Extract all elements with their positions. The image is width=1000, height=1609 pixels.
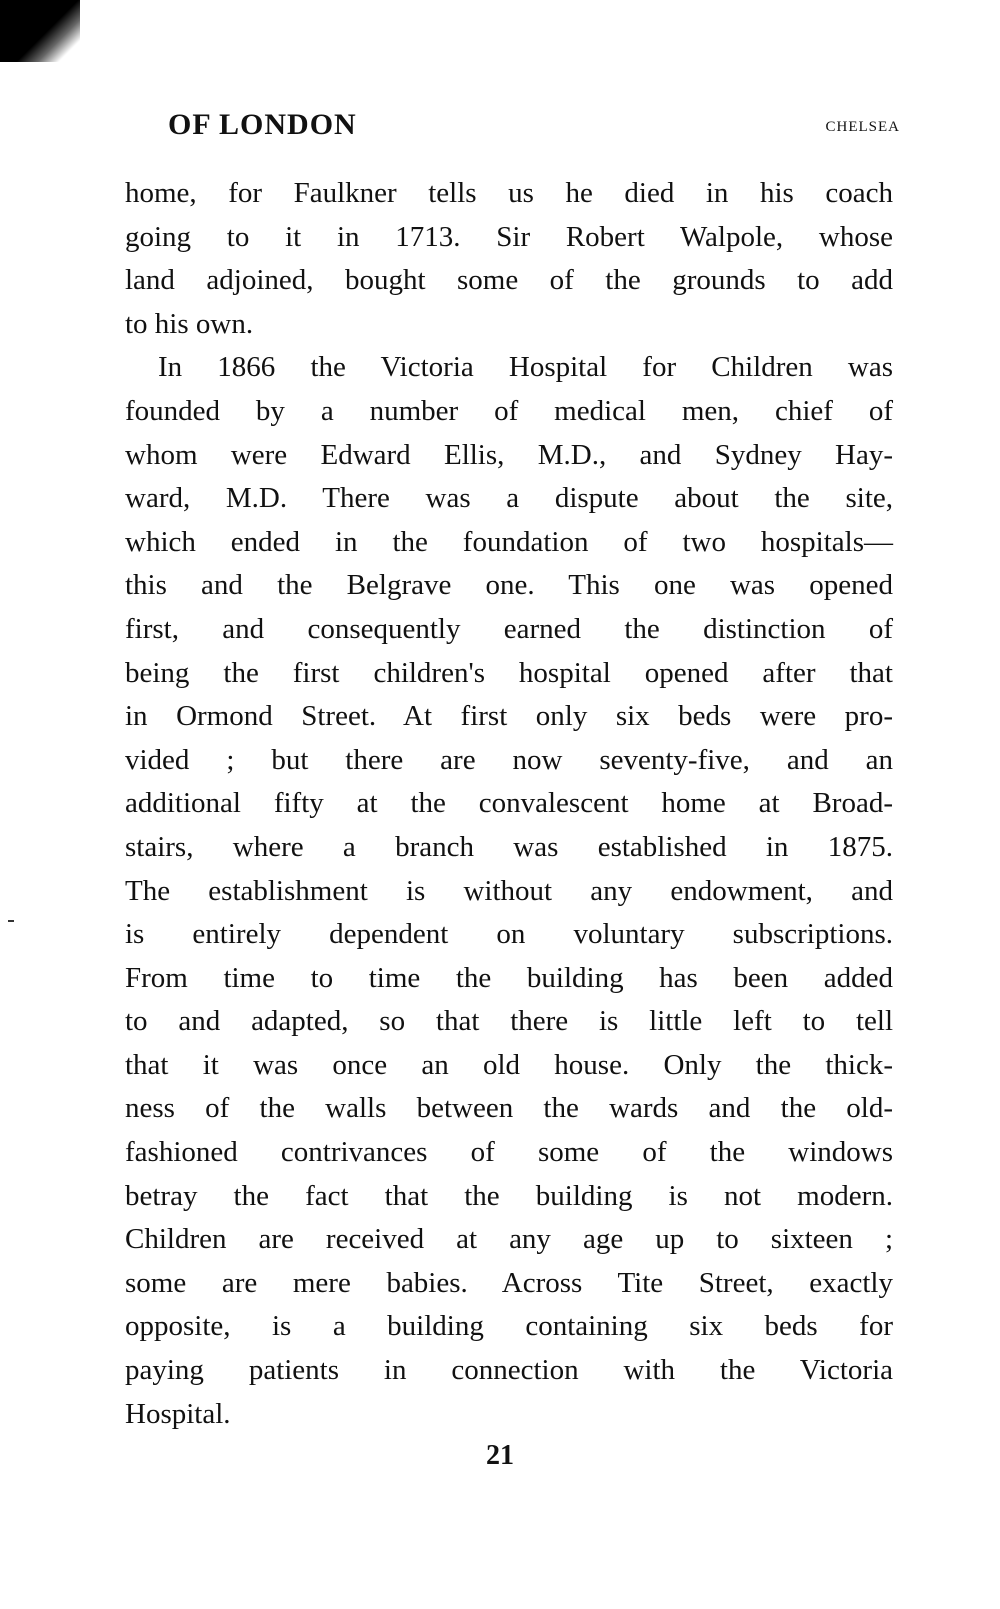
text-line: opposite, is a building containing six beds for: [125, 1310, 893, 1343]
text-line: vided ; but there are now seventy-five, and an: [125, 743, 893, 776]
text-line: some are mere babies. Across Tite Street, exactly: [125, 1266, 893, 1299]
text-line: whom were Edward Ellis, M.D., and Sydney Hay-: [125, 438, 893, 471]
running-head-title: OF LONDON: [168, 108, 357, 141]
text-line: betray the fact that the building is not modern.: [125, 1179, 893, 1212]
scan-edge-shadow: [0, 0, 80, 62]
text-line: being the first children's hospital opened after that: [125, 656, 893, 689]
text-line: fashioned contrivances of some of the windows: [125, 1136, 893, 1169]
text-line: ward, M.D. There was a dispute about the site,: [125, 482, 893, 515]
text-line: in Ormond Street. At first only six beds were pro-: [125, 700, 893, 733]
text-line: first, and consequently earned the distinction of: [125, 612, 893, 645]
text-line: paying patients in connection with the Victoria: [125, 1354, 893, 1387]
text-line: which ended in the foundation of two hospitals—: [125, 525, 893, 558]
text-line: is entirely dependent on voluntary subscriptions.: [125, 918, 893, 951]
text-line: this and the Belgrave one. This one was opened: [125, 569, 893, 602]
scan-mark: [8, 920, 14, 922]
text-line: stairs, where a branch was established in 1875.: [125, 830, 893, 863]
text-line: to and adapted, so that there is little left to tell: [125, 1005, 893, 1038]
text-line: Children are received at any age up to sixteen ;: [125, 1223, 893, 1256]
text-line: The establishment is without any endowment, and: [125, 874, 893, 907]
page-number: 21: [486, 1440, 514, 1471]
text-line: Hospital.: [125, 1397, 231, 1430]
page-body-text: [125, 172, 893, 1436]
running-head-section: CHELSEA: [825, 119, 900, 135]
text-line: From time to time the building has been added: [125, 961, 893, 994]
text-line: In 1866 the Victoria Hospital for Children was: [158, 351, 893, 384]
text-line: that it was once an old house. Only the thick-: [125, 1048, 893, 1081]
text-line: home, for Faulkner tells us he died in his coach: [125, 177, 893, 209]
text-line: additional fifty at the convalescent home at Broad-: [125, 787, 893, 820]
text-line: to his own.: [125, 307, 254, 340]
text-line: founded by a number of medical men, chief of: [125, 394, 893, 427]
text-line: land adjoined, bought some of the grounds to add: [125, 264, 893, 297]
text-line: ness of the walls between the wards and the old-: [125, 1092, 893, 1125]
text-line: going to it in 1713. Sir Robert Walpole, whose: [125, 220, 893, 253]
